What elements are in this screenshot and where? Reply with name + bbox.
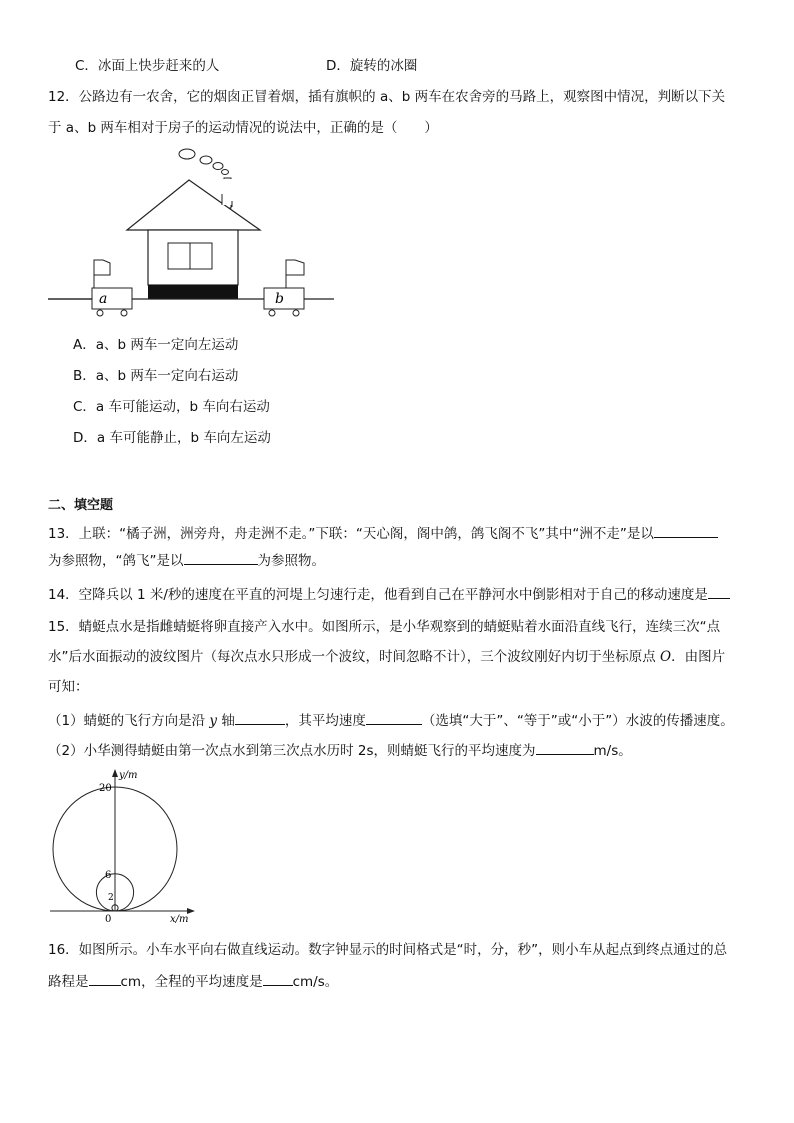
q12-option-a: A．a、b 两车一定向左运动 — [73, 337, 239, 353]
origin-label: 0 — [105, 914, 112, 925]
flag-b — [286, 260, 304, 275]
q15-y-symbol: y — [209, 713, 218, 729]
q14-text: 14．空降兵以 1 米/秒的速度在平直的河堤上匀速行走，他看到自己在平静河水中倒影相对于自己的移动速度是 — [48, 587, 708, 603]
q14-blank[interactable] — [708, 585, 730, 599]
q12-stem-line2: 于 a、b 两车相对于房子的运动情况的说法中，正确的是（ ） — [48, 120, 438, 136]
q13-line1 — [48, 524, 718, 543]
q15-sub2-text-b: m/s。 — [593, 743, 632, 759]
q16-blank-2[interactable] — [263, 972, 293, 986]
q15-sub1-text-d: （选填“大于”、“等于”或“小于”）水波的传播速度。 — [421, 713, 734, 729]
q13-text-post: 为参照物。 — [257, 553, 325, 569]
q12-option-b: B．a、b 两车一定向右运动 — [73, 368, 239, 384]
q15-blank-1[interactable] — [235, 711, 285, 725]
q13-text: 13．上联：“橘子洲，洲旁舟，舟走洲不走。”下联：“天心阁，阁中鸽，鸽飞阁不飞”其中“洲不走”是以 — [48, 526, 654, 542]
q14-line — [48, 585, 730, 604]
y-axis-arrow — [112, 769, 118, 777]
q12-house-figure — [46, 145, 338, 325]
q13-blank-1[interactable] — [654, 524, 718, 538]
roof — [127, 180, 260, 230]
q16-line1: 16．如图所示。小车水平向右做直线运动。数字钟显示的时间格式是“时，分，秒”，则小车从起点到终点通过的总 — [48, 942, 728, 958]
q11-option-d: D．旋转的冰圈 — [326, 58, 418, 74]
car-b-label: b — [275, 291, 284, 307]
q16-text-c: cm/s。 — [292, 974, 339, 990]
q15-line3: 可知： — [48, 679, 89, 695]
q15-origin-symbol: O — [660, 649, 672, 665]
q15-sub1 — [48, 711, 734, 730]
q15-ripple-figure — [46, 766, 206, 928]
q16-line2 — [48, 972, 338, 991]
smoke-puff — [213, 163, 223, 170]
section-title: 二、填空题 — [48, 498, 114, 513]
car-a — [92, 260, 132, 316]
q15-text-post: ．由图片 — [671, 649, 726, 665]
q16-text-a: 路程是 — [48, 974, 89, 990]
x-axis-label: x/m — [170, 914, 189, 925]
q15-sub2-text-a: （2）小华测得蜻蜓由第一次点水到第三次点水历时 2s，则蜻蜓飞行的平均速度为 — [48, 743, 536, 759]
q13-blank-2[interactable] — [184, 551, 258, 565]
y-axis-label: y/m — [119, 770, 138, 781]
q15-sub2 — [48, 741, 632, 760]
q15-sub1-text-c: ，其平均速度 — [284, 713, 366, 729]
q12-stem-line1: 12．公路边有一农舍，它的烟囱正冒着烟，插有旗帜的 a、b 两车在农舍旁的马路上，观察图中情况，判断以下关 — [48, 89, 726, 105]
smoke-puff — [179, 149, 195, 159]
foundation — [148, 285, 238, 299]
flag-a — [94, 260, 110, 275]
tick-label-2: 2 — [108, 893, 114, 903]
tick-label-20: 20 — [99, 783, 112, 794]
q15-sub1-text-a: （1）蜻蜓的飞行方向是沿 — [48, 713, 210, 729]
q15-sub1-text-b: 轴 — [217, 713, 235, 729]
q11-option-c: C．冰面上快步赶来的人 — [75, 58, 220, 74]
q13-line2 — [48, 551, 325, 570]
q15-text-pre: 水”后水面振动的波纹图片（每次点水只形成一个波纹，时间忽略不计），三个波纹刚好内切于坐标原点 — [48, 649, 661, 665]
tick-label-6: 6 — [105, 870, 112, 881]
q15-line2 — [48, 648, 725, 666]
q16-text-b: cm，全程的平均速度是 — [120, 974, 263, 990]
q15-blank-2[interactable] — [366, 711, 422, 725]
q15-blank-3[interactable] — [536, 741, 594, 755]
smoke-puff — [222, 170, 229, 175]
q12-option-c: C．a 车可能运动，b 车向右运动 — [73, 399, 270, 415]
q15-line1: 15．蜻蜓点水是指雌蜻蜓将卵直接产入水中。如图所示，是小华观察到的蜻蜓贴着水面沿直线飞行，连续三次“点 — [48, 619, 721, 635]
q16-blank-1[interactable] — [89, 972, 121, 986]
q12-option-d: D．a 车可能静止，b 车向左运动 — [73, 430, 271, 446]
q13-text-pre: 为参照物，“鸽飞”是以 — [48, 553, 184, 569]
car-b — [264, 260, 304, 316]
car-a-label: a — [99, 291, 108, 307]
smoke-puff — [200, 156, 212, 164]
